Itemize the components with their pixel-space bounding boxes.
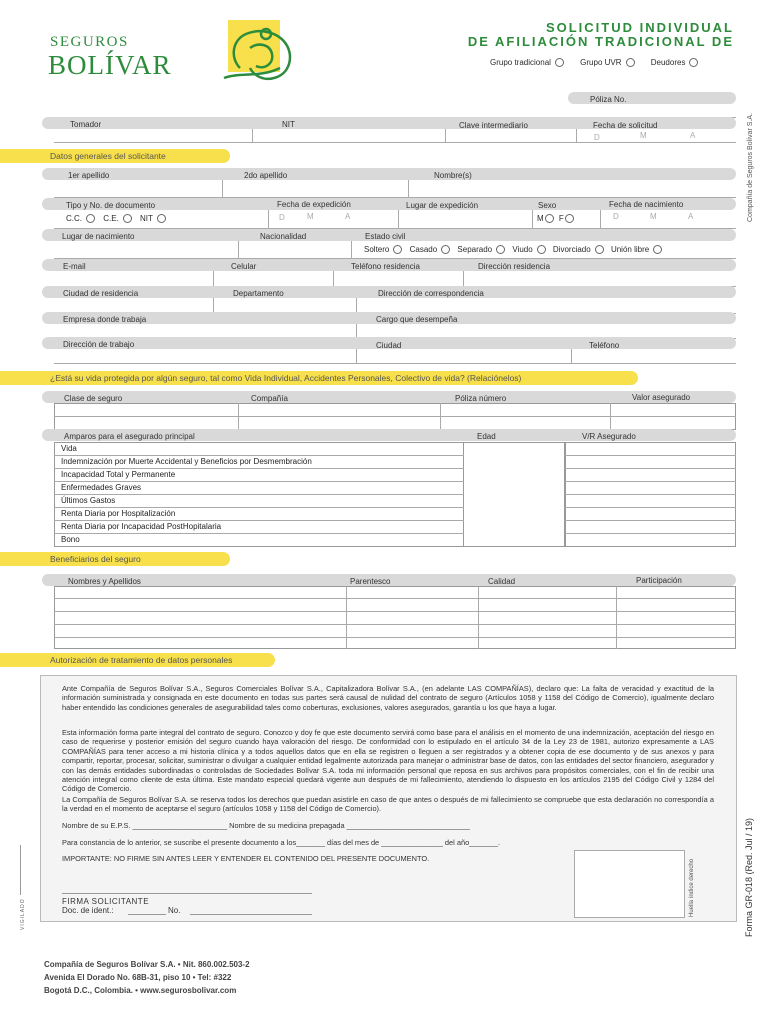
cc-label: C.C. <box>66 214 82 223</box>
row-divider <box>54 611 736 612</box>
group-options <box>490 58 698 67</box>
footer-line3: Bogotá D.C., Colombia. • www.segurosbolivar.com <box>44 986 237 995</box>
casado-label: Casado <box>409 245 438 254</box>
row-divider <box>565 494 736 495</box>
section-seguros <box>0 371 638 385</box>
departamento-label: Departamento <box>233 289 284 298</box>
row-divider <box>54 481 464 482</box>
divider <box>346 586 347 649</box>
section-autorizacion <box>0 653 275 667</box>
section-datos-generales <box>0 149 230 163</box>
row-divider <box>54 507 464 508</box>
email-label: E-mail <box>63 262 86 271</box>
beneficiarios-table[interactable] <box>54 586 736 649</box>
form-title-line2: DE AFILIACIÓN TRADICIONAL DE <box>467 34 734 49</box>
divider <box>222 180 223 198</box>
sexo-f-label: F <box>558 214 564 223</box>
fecha-exp-m: M <box>307 212 314 221</box>
row-divider <box>565 520 736 521</box>
fecha-solicitud-label: Fecha de solicitud <box>593 121 658 130</box>
row-divider <box>54 598 736 599</box>
apellidos-bar <box>42 168 736 180</box>
dir-trabajo-label: Dirección de trabajo <box>63 340 135 349</box>
ciudad-res-label: Ciudad de residencia <box>63 289 139 298</box>
tomador-row-field[interactable] <box>54 129 736 143</box>
row-divider <box>54 455 464 456</box>
doc-ident-field[interactable] <box>128 914 166 915</box>
sexo-m-radio[interactable] <box>545 214 554 223</box>
divider <box>333 271 334 287</box>
lugar-exp-label: Lugar de expedición <box>406 201 479 210</box>
participacion-header: Participación <box>636 576 682 585</box>
huella-box[interactable] <box>574 850 685 918</box>
amparo-item: Últimos Gastos <box>61 496 116 505</box>
group-deudores-radio[interactable] <box>689 58 698 67</box>
section-datos-title: Datos generales del solicitante <box>50 151 166 161</box>
vigilado-text: VIGILADO <box>20 898 26 930</box>
empresa-label: Empresa donde trabaja <box>63 315 147 324</box>
row-divider <box>565 533 736 534</box>
divider <box>356 349 357 364</box>
forma-code: Forma GR-018 (Red. Jul / 19) <box>744 817 754 937</box>
nit-label: NIT <box>282 120 295 129</box>
fecha-nac-d: D <box>613 212 619 221</box>
doc-type-options <box>66 214 166 223</box>
form-title-line1: SOLICITUD INDIVIDUAL <box>545 20 734 35</box>
divider <box>478 586 479 649</box>
nacionalidad-label: Nacionalidad <box>260 232 307 241</box>
amparo-item: Renta Diaria por Hospitalización <box>61 509 176 518</box>
row-divider <box>54 637 736 638</box>
nombres-apellidos-header: Nombres y Apellidos <box>68 577 141 586</box>
firma-line[interactable] <box>62 893 312 894</box>
divider <box>571 349 572 364</box>
divider <box>600 210 601 229</box>
sexo-label: Sexo <box>538 201 557 210</box>
fecha-nac-label: Fecha de nacimiento <box>609 200 684 209</box>
nit-radio[interactable] <box>157 214 166 223</box>
eps-line[interactable]: Nombre de su E.P.S. _______________________ Nombre de su medicina prepagada ______________________________ <box>62 821 470 830</box>
row-divider <box>565 507 736 508</box>
autorizacion-p3: La Compañía de Seguros Bolívar S.A. se reserva todos los derechos que puedan asistirle en caso de que antes o después de mi fallecimiento se compruebe que esta declaración no correspondía a la verdad en el momento de aceptarse el seguro (artículos 1058 y 1158 del Código de Comercio). <box>62 795 714 814</box>
valor-asegurado-header: Valor asegurado <box>632 393 691 402</box>
ce-label: C.E. <box>103 214 119 223</box>
sexo-options <box>537 214 574 223</box>
union-libre-label: Unión libre <box>610 245 650 254</box>
constancia-line[interactable]: Para constancia de lo anterior, se suscribe el presente documento a los_______ días del mes de _______________ del año_______. <box>62 838 501 847</box>
brand-line2: BOLÍVAR <box>48 50 172 80</box>
group-uvr-radio[interactable] <box>626 58 635 67</box>
divider <box>252 129 253 143</box>
group-deudores-label: Deudores <box>650 58 686 67</box>
footer-line2: Avenida El Dorado No. 68B-31, piso 10 • Tel: #322 <box>44 973 232 982</box>
amparo-item: Vida <box>61 444 77 453</box>
dir-res-label: Dirección residencia <box>478 262 551 271</box>
divider <box>268 210 269 229</box>
autorizacion-p2: Esta información forma parte integral del contrato de seguro. Conozco y doy fe que este documento servirá como base para el análisis en el momento de una indemnización, aceptación del riesgo en caso de requerirse y posterior emisión del seguro cuando haya valoración del riesgo. De conformidad con lo estipulado en el artículo 34 de la Ley 23 de 1981, autorizo expresamente a LAS COMPAÑÍAS para tener acceso a mi historia clínica y a todos aquellos datos que en ella se registren o lleguen a ser registrados y a obtener copia de ese documento y de sus anexos y para compartir, reportar, procesar, solicitar, suministrar o divulgar a cualquier entidad legalmente autorizada para manejar o administrar base de datos, con las entidades del sector financiero, asegurador y con las demás entidades subordinadas o controladas de Sociedades Bolívar S.A. toda mi información personal que reposa en sus archivos para propósitos comerciales, con el fin de recibir una atención integral como cliente de esta última. Este mandato especial quedará vigente aun después de mi fallecimiento, atendiendo lo dispuesto en los artículos 2195 del Código Civil y 1284 del Código de Comercio. <box>62 728 714 794</box>
row-divider <box>54 520 464 521</box>
apellidos-row-field[interactable] <box>54 180 736 198</box>
union-libre-radio[interactable] <box>653 245 662 254</box>
separado-label: Separado <box>457 245 493 254</box>
group-tradicional-radio[interactable] <box>555 58 564 67</box>
casado-radio[interactable] <box>441 245 450 254</box>
viudo-label: Viudo <box>512 245 533 254</box>
amparo-item: Incapacidad Total y Permanente <box>61 470 176 479</box>
row-divider <box>565 468 736 469</box>
poliza-numero-header: Póliza número <box>455 394 507 403</box>
row-divider <box>54 494 464 495</box>
celular-label: Celular <box>231 262 257 271</box>
no-label: No. <box>168 906 181 915</box>
brand-logo-icon <box>220 18 300 84</box>
fecha-sol-d: D <box>594 133 600 142</box>
firma-label: FIRMA SOLICITANTE <box>62 897 150 906</box>
apellido1-label: 1er apellido <box>68 171 110 180</box>
fecha-exp-d: D <box>279 213 285 222</box>
divider <box>532 210 533 229</box>
poliza-field[interactable] <box>576 104 736 118</box>
sexo-m-label: M <box>537 214 544 223</box>
amparo-item: Bono <box>61 535 80 544</box>
divider <box>616 586 617 649</box>
divider <box>238 241 239 259</box>
divider <box>408 180 409 198</box>
row-divider <box>54 468 464 469</box>
section-seguros-title: ¿Está su vida protegida por algún seguro, tal como Vida Individual, Accidentes Personales, Colectivo de vida? (Relaciónelos) <box>50 373 522 383</box>
apellido2-label: 2do apellido <box>244 171 288 180</box>
amparo-item: Enfermedades Graves <box>61 483 142 492</box>
nombres-label: Nombre(s) <box>434 171 472 180</box>
edad-column[interactable] <box>463 442 565 547</box>
parentesco-header: Parentesco <box>350 577 391 586</box>
clase-seguro-header: Clase de seguro <box>64 394 123 403</box>
divider <box>351 241 352 259</box>
fecha-exp-label: Fecha de expedición <box>277 200 351 209</box>
dir-corr-label: Dirección de correspondencia <box>378 289 484 298</box>
fecha-sol-a: A <box>690 131 696 140</box>
fecha-nac-a: A <box>688 212 694 221</box>
divider <box>610 403 611 430</box>
tipo-doc-label: Tipo y No. de documento <box>66 201 156 210</box>
section-beneficiarios-title: Beneficiarios del seguro <box>50 554 141 564</box>
nit-type-label: NIT <box>140 214 153 223</box>
ciudad-trabajo-label: Ciudad <box>376 341 402 350</box>
section-beneficiarios <box>0 552 230 566</box>
ce-radio[interactable] <box>123 214 132 223</box>
divider <box>440 403 441 430</box>
autorizacion-p1: Ante Compañía de Seguros Bolívar S.A., Seguros Comerciales Bolívar S.A., Capitalizadora Bolívar S.A., (en adelante LAS COMPAÑÍAS), declaro que: La falta de veracidad y exactitud de la información suministrada y consignada en este documento en todas sus partes será causal de nulidad del contrato de seguro (Artículos 1058 y 1158 del Código de Comercio), igualmente declaro haber entendido las condiciones generales de asegurabilidad tales como coberturas, exclusiones, valores asegurados, garantía u los que haya a lugar. <box>62 684 714 712</box>
row-divider <box>565 481 736 482</box>
amparos-header: Amparos para el asegurado principal <box>64 432 195 441</box>
superfinanciera-mark-icon <box>20 845 28 895</box>
row-divider <box>54 624 736 625</box>
fecha-sol-m: M <box>640 131 647 140</box>
divider <box>576 129 577 143</box>
amparo-item: Renta Diaria por Incapacidad PostHopitalaria <box>61 522 222 531</box>
estado-civil-label: Estado civil <box>365 232 406 241</box>
row-divider <box>54 416 736 417</box>
lugar-nac-label: Lugar de nacimiento <box>62 232 135 241</box>
no-field[interactable] <box>190 914 312 915</box>
divider <box>238 403 239 430</box>
fecha-exp-a: A <box>345 212 351 221</box>
divorciado-radio[interactable] <box>595 245 604 254</box>
separado-radio[interactable] <box>496 245 505 254</box>
telefono-label: Teléfono <box>589 341 620 350</box>
importante-line: IMPORTANTE: NO FIRME SIN ANTES LEER Y ENTENDER EL CONTENIDO DEL PRESENTE DOCUMENTO. <box>62 854 430 863</box>
side-company-text: Compañía de Seguros Bolívar S.A. <box>747 113 754 222</box>
tel-res-label: Teléfono residencia <box>351 262 420 271</box>
email-row-field[interactable] <box>54 271 736 287</box>
brand-line1: SEGUROS <box>50 34 129 50</box>
group-tradicional-label: Grupo tradicional <box>490 58 551 67</box>
soltero-label: Soltero <box>364 245 390 254</box>
sexo-f-radio[interactable] <box>565 214 574 223</box>
divider <box>463 271 464 287</box>
soltero-radio[interactable] <box>393 245 402 254</box>
row-divider <box>54 533 464 534</box>
cc-radio[interactable] <box>86 214 95 223</box>
calidad-header: Calidad <box>488 577 516 586</box>
trabajo-row-field[interactable] <box>54 349 736 364</box>
group-uvr-label: Grupo UVR <box>580 58 622 67</box>
divider <box>398 210 399 229</box>
divider <box>445 129 446 143</box>
clave-label: Clave intermediario <box>459 121 528 130</box>
huella-label: Huella índice derecho <box>689 858 695 917</box>
footer-line1: Compañía de Seguros Bolívar S.A. • Nit. 860.002.503-2 <box>44 960 250 969</box>
estado-civil-options <box>364 245 662 254</box>
compania-header: Compañía <box>251 394 288 403</box>
cargo-label: Cargo que desempeña <box>376 315 458 324</box>
section-autorizacion-title: Autorización de tratamiento de datos personales <box>50 655 233 665</box>
vr-asegurado-header: V/R Asegurado <box>582 432 636 441</box>
viudo-radio[interactable] <box>537 245 546 254</box>
amparo-item: Indemnización por Muerte Accidental y Beneficios por Desmembración <box>61 457 312 466</box>
divider <box>213 271 214 287</box>
row-divider <box>565 455 736 456</box>
tomador-label: Tomador <box>70 120 102 129</box>
doc-ident-label: Doc. de ident.: <box>62 906 114 915</box>
poliza-label: Póliza No. <box>590 95 627 104</box>
divorciado-label: Divorciado <box>552 245 591 254</box>
fecha-nac-m: M <box>650 212 657 221</box>
edad-header: Edad <box>477 432 496 441</box>
